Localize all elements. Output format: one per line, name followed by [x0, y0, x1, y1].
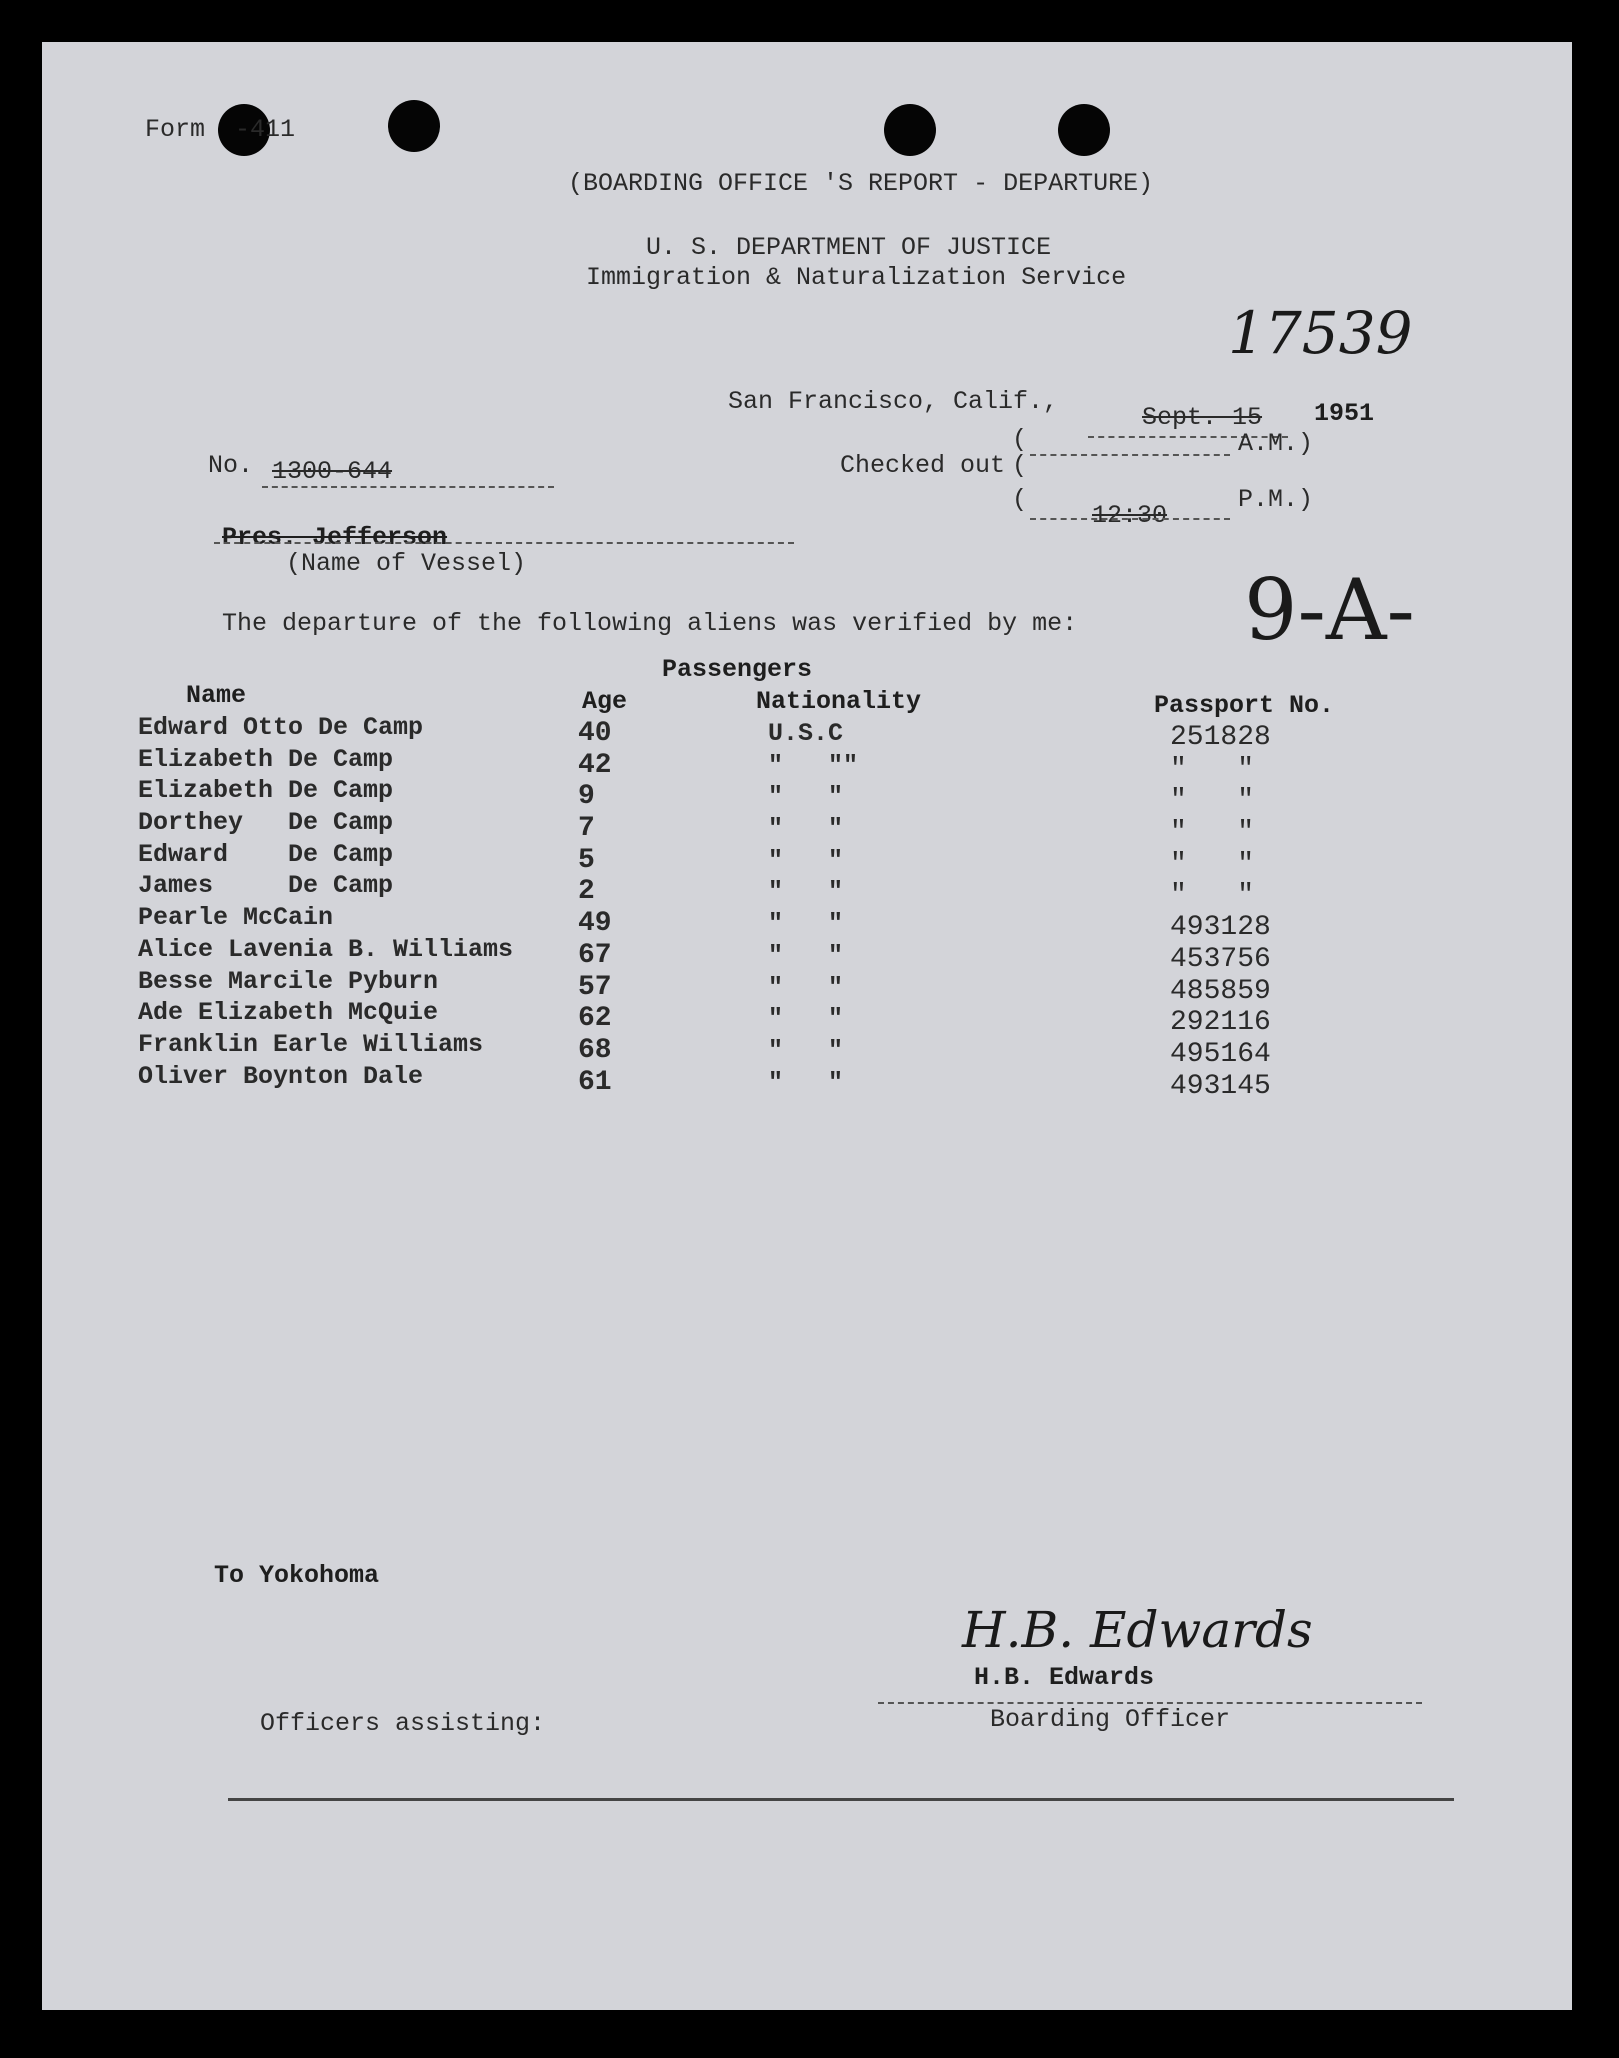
passenger-passport: 292116 [1170, 1007, 1271, 1039]
passenger-age: 9 [578, 781, 595, 813]
passenger-age: 7 [578, 813, 595, 845]
column-header-passport: Passport No. [1154, 691, 1335, 720]
passenger-age: 61 [578, 1066, 612, 1098]
passenger-passport: " " [1170, 880, 1255, 912]
file-number-handwritten: 17539 [1228, 299, 1413, 367]
passengers-heading: Passengers [662, 655, 813, 684]
passenger-nationality: " " [768, 814, 844, 844]
passenger-age: 42 [578, 749, 612, 781]
vessel-caption: (Name of Vessel) [286, 549, 527, 578]
passenger-age: 68 [578, 1034, 612, 1066]
voucher-line [262, 486, 554, 488]
passenger-passport: 453756 [1170, 943, 1271, 975]
passenger-age: 40 [578, 718, 612, 749]
port-name: San Francisco, Calif., [728, 387, 1059, 416]
am-line [1030, 454, 1230, 456]
officers-assisting-line [228, 1798, 1454, 1801]
vessel-line [214, 542, 794, 544]
passenger-name: Edward Otto De Camp [138, 713, 424, 742]
passenger-age: 49 [578, 908, 612, 940]
passenger-passport: 251828 [1170, 722, 1271, 753]
am-label: A.M.) [1238, 429, 1314, 458]
officers-assisting-label: Officers assisting: [260, 1709, 546, 1738]
passenger-age: 5 [578, 844, 595, 876]
passenger-nationality: " " [768, 782, 844, 812]
passenger-age: 2 [578, 876, 595, 908]
punch-hole [1058, 104, 1110, 156]
passenger-name: Edward De Camp [138, 839, 394, 869]
column-header-name: Name [186, 681, 247, 710]
bracket-top: ( [1012, 425, 1028, 454]
passenger-passport: " " [1170, 848, 1255, 880]
passenger-nationality: " " [768, 845, 844, 875]
passenger-name: Franklin Earle Williams [138, 1029, 484, 1059]
officer-name: H.B. Edwards [974, 1663, 1155, 1692]
passenger-nationality: " " [768, 972, 844, 1002]
passenger-nationality: " " [768, 1004, 844, 1034]
passenger-age: 57 [578, 971, 612, 1003]
department-heading: U. S. DEPARTMENT OF JUSTICE [646, 233, 1052, 262]
passenger-name: Oliver Boynton Dale [138, 1061, 424, 1091]
passenger-name-column [138, 712, 513, 1092]
category-handwritten: 9-A- [1244, 561, 1415, 659]
column-header-nationality: Nationality [756, 687, 922, 716]
service-heading: Immigration & Naturalization Service [586, 263, 1127, 292]
passenger-nationality: " " [768, 1035, 844, 1065]
passenger-passport-column [1170, 722, 1271, 1102]
departure-date: Sept. 15 [1142, 403, 1263, 432]
passenger-name: Alice Lavenia B. Williams [138, 934, 514, 964]
passenger-passport: 493128 [1170, 912, 1271, 944]
passenger-name: Dorthey De Camp [138, 808, 394, 838]
passenger-age-column [578, 718, 612, 1098]
passenger-name: Ade Elizabeth McQuie [138, 998, 439, 1028]
vessel-name: Pres. Jefferson [222, 523, 448, 552]
column-header-age: Age [582, 687, 628, 716]
passenger-passport: " " [1170, 753, 1255, 785]
passenger-nationality: " " [768, 940, 844, 970]
passenger-passport: 495164 [1170, 1038, 1271, 1070]
document-page [42, 42, 1572, 2010]
signature-line [878, 1702, 1422, 1704]
passenger-name: Elizabeth De Camp [138, 776, 394, 806]
passenger-nationality: " " [768, 877, 844, 907]
passenger-passport: 485859 [1170, 975, 1271, 1007]
passenger-nationality: " "" [768, 750, 859, 780]
passenger-name: Pearle McCain [138, 903, 334, 933]
passenger-age: 67 [578, 939, 612, 971]
punch-hole [884, 104, 936, 156]
departure-year: 1951 [1314, 399, 1375, 428]
verification-statement: The departure of the following aliens was verified by me: [222, 609, 1078, 638]
pm-label: P.M.) [1238, 485, 1314, 514]
form-number: Form -411 [145, 115, 296, 144]
passenger-name: Elizabeth De Camp [138, 744, 394, 774]
passenger-name: James De Camp [138, 871, 394, 901]
destination: To Yokohoma [214, 1561, 380, 1590]
passenger-passport: " " [1170, 785, 1255, 817]
passenger-nationality: " " [768, 1067, 844, 1097]
checked-out-label: Checked out [840, 451, 1006, 480]
bracket-bottom: ( [1012, 485, 1028, 514]
pm-line [1030, 518, 1230, 520]
bracket-middle: ( [1012, 451, 1028, 480]
report-title: (BOARDING OFFICE 'S REPORT - DEPARTURE) [568, 169, 1154, 198]
passenger-nationality: U.S.C [768, 719, 844, 748]
passenger-age: 62 [578, 1003, 612, 1035]
checked-out-time: 12:30 [1092, 501, 1168, 530]
officer-signature: H.B. Edwards [962, 1601, 1313, 1659]
passenger-nationality: " " [768, 909, 844, 939]
passenger-passport: " " [1170, 817, 1255, 849]
voucher-no-label: No. [208, 451, 254, 480]
punch-hole [388, 100, 440, 152]
voucher-no: 1300-644 [272, 457, 393, 486]
passenger-passport: 493145 [1170, 1070, 1271, 1102]
officer-title: Boarding Officer [990, 1705, 1231, 1734]
passenger-nationality-column [768, 718, 858, 1098]
passenger-name: Besse Marcile Pyburn [138, 966, 439, 996]
